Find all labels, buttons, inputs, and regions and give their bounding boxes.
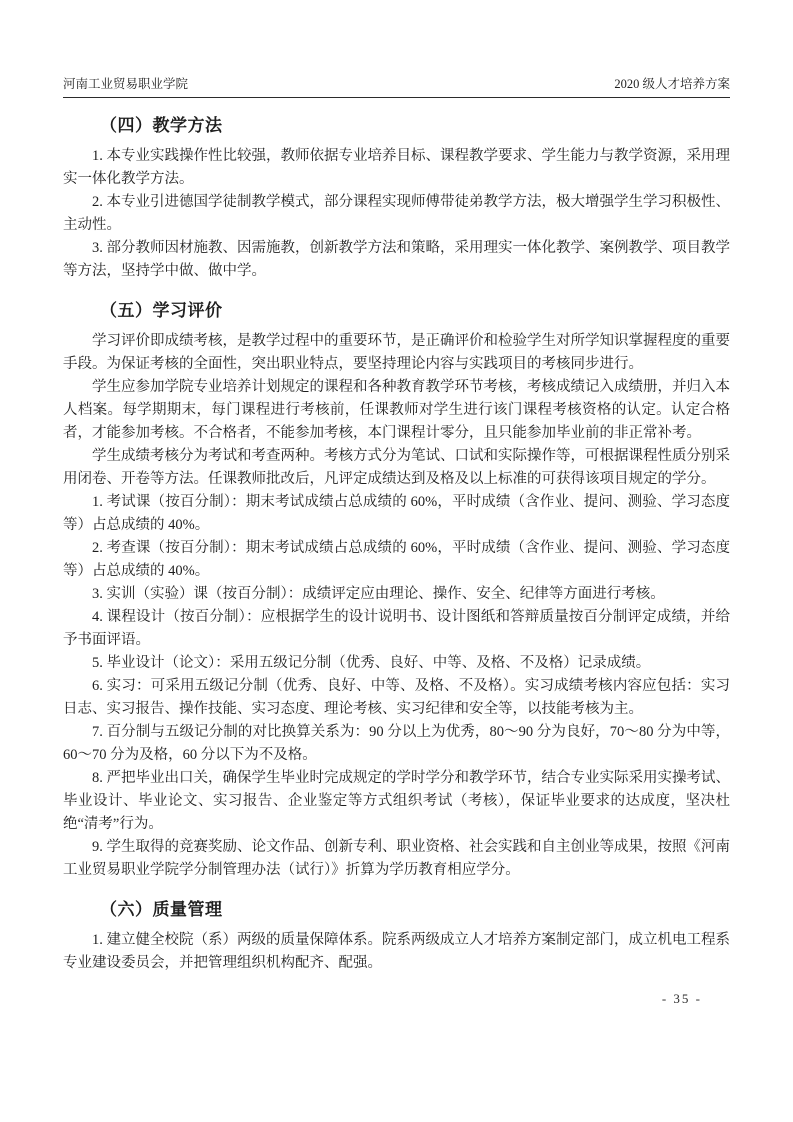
section-learning-evaluation <box>63 296 730 882</box>
paragraph: 学生应参加学院专业培养计划规定的课程和各种教育教学环节考核，考核成绩记入成绩册，并归入本人档案。每学期期末，每门课程进行考核前，任课教师对学生进行该门课程考核资格的认定。认定合格者，才能参加考核。不合格者，不能参加考核，本门课程计零分，且只能参加毕业前的非正常补考。 <box>63 379 730 441</box>
paragraph: 1. 建立健全校院（系）两级的质量保障体系。院系两级成立人才培养方案制定部门，成立机电工程系专业建设委员会，并把管理组织机构配齐、配强。 <box>63 932 730 971</box>
paragraph: 1. 本专业实践操作性比较强，教师依据专业培养目标、课程教学要求、学生能力与教学资源，采用理实一体化教学方法。 <box>63 148 730 187</box>
list-item-paragraph: 7. 百分制与五级记分制的对比换算关系为：90 分以上为优秀，80～90 分为良好，70～80 分为中等，60～70 分为及格，60 分以下为不及格。 <box>63 724 730 763</box>
list-item-paragraph: 9. 学生取得的竞赛奖励、论文作品、创新专利、职业资格、社会实践和自主创业等成果，按照《河南工业贸易职业学院学分制管理办法（试行）》折算为学历教育相应学分。 <box>63 839 730 878</box>
list-item-paragraph: 5. 毕业设计（论文）：采用五级记分制（优秀、良好、中等、及格、不及格）记录成绩。 <box>92 655 651 671</box>
list-item-paragraph: 1. 考试课（按百分制）：期末考试成绩占总成绩的 60%，平时成绩（含作业、提问、测验、学习态度等）占总成绩的 40%。 <box>63 494 730 533</box>
header-school-name: 河南工业贸易职业学院 <box>63 77 189 91</box>
paragraph: 2. 本专业引进德国学徒制教学模式，部分课程实现师傅带徒弟教学方法，极大增强学生学习积极性、主动性。 <box>63 194 730 233</box>
paragraph: 学习评价即成绩考核，是教学过程中的重要环节，是正确评价和检验学生对所学知识掌握程度的重要手段。为保证考核的全面性，突出职业特点，要坚持理论内容与实践项目的考核同步进行。 <box>63 333 730 372</box>
section-quality-management <box>63 895 730 975</box>
list-item-paragraph: 3. 实训（实验）课（按百分制）：成绩评定应由理论、操作、安全、纪律等方面进行考核。 <box>92 586 665 602</box>
section-teaching-methods <box>63 111 730 283</box>
list-item-paragraph: 4. 课程设计（按百分制）：应根据学生的设计说明书、设计图纸和答辩质量按百分制评定成绩，并给予书面评语。 <box>63 609 730 648</box>
section-heading: （四）教学方法 <box>100 116 223 135</box>
paragraph: 3. 部分教师因材施教、因需施教，创新教学方法和策略，采用理实一体化教学、案例教学、项目教学等方法，坚持学中做、做中学。 <box>63 240 730 279</box>
page-header <box>63 74 730 98</box>
section-heading: （六）质量管理 <box>100 900 223 919</box>
list-item-paragraph: 8. 严把毕业出口关，确保学生毕业时完成规定的学时学分和教学环节，结合专业实际采用实操考试、毕业设计、毕业论文、实习报告、企业鉴定等方式组织考试（考核），保证毕业要求的达成度，坚决杜绝“清考”行为。 <box>63 770 730 832</box>
page-number: - 35 - <box>661 991 702 1006</box>
header-doc-title: 2020 级人才培养方案 <box>614 77 730 91</box>
list-item-paragraph: 6. 实习：可采用五级记分制（优秀、良好、中等、及格、不及格）。实习成绩考核内容应包括：实习日志、实习报告、操作技能、实习态度、理论考核、实习纪律和安全等，以技能考核为主。 <box>63 678 730 717</box>
section-heading: （五）学习评价 <box>100 301 223 320</box>
paragraph: 学生成绩考核分为考试和考查两种。考核方式分为笔试、口试和实际操作等，可根据课程性质分别采用闭卷、开卷等方法。任课教师批改后，凡评定成绩达到及格及以上标准的可获得该项目规定的学分。 <box>63 448 730 487</box>
list-item-paragraph: 2. 考查课（按百分制）：期末考试成绩占总成绩的 60%，平时成绩（含作业、提问、测验、学习态度等）占总成绩的 40%。 <box>63 540 730 579</box>
